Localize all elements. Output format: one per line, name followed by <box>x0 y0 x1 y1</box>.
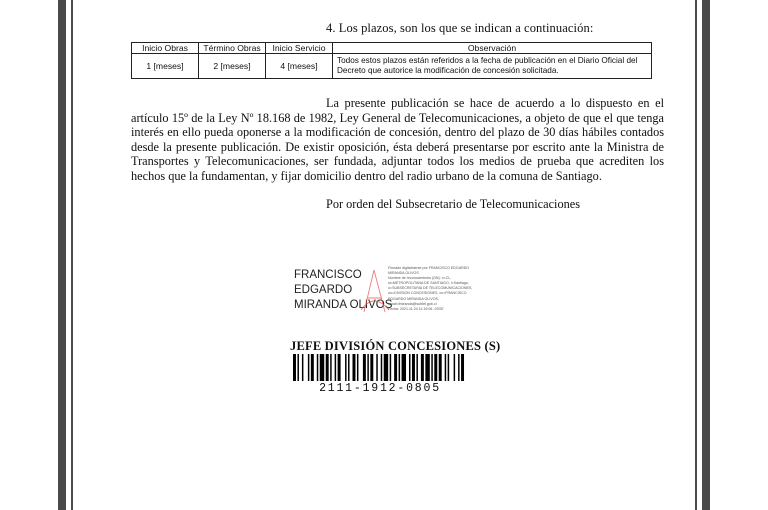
signature-detail-line: st=METROPOLITANA DE SANTIAGO, l=Santiago, <box>388 281 469 286</box>
signature-detail-line: Firmado digitalmente por FRANCISCO EDGARDO <box>388 266 470 270</box>
barcode-bar <box>390 354 391 381</box>
signer-name-line-3: MIRANDA OLIVOS <box>294 299 393 311</box>
header-termino-obras: Término Obras <box>199 43 266 54</box>
barcode-bar <box>416 354 417 381</box>
barcode-number: 2111-1912-0805 <box>319 382 441 395</box>
cell-termino-obras: 2 [meses] <box>199 54 266 79</box>
barcode-bar <box>317 354 318 381</box>
barcode-bar <box>348 354 349 381</box>
barcode-bar <box>320 354 324 381</box>
barcode-bar <box>425 354 429 381</box>
barcode-bar <box>335 354 336 381</box>
barcode-bar <box>308 354 309 381</box>
table-row <box>132 54 652 79</box>
barcode-icon <box>293 354 467 381</box>
barcode-bar <box>363 354 366 381</box>
barcode-bar <box>357 354 358 381</box>
barcode-bar <box>302 354 303 381</box>
signer-name-line-1: FRANCISCO <box>294 269 362 281</box>
header-observacion: Observación <box>333 43 652 54</box>
barcode-bar <box>367 354 368 381</box>
barcode-bar <box>376 354 377 381</box>
barcode-bar <box>461 354 464 381</box>
page-frame-inner-right <box>695 0 697 510</box>
publication-paragraph-text: La presente publicación se hace de acuerdo a lo dispuesto en el artículo 15º de la Ley Nº 18.168 de 1982, Ley General de Telecomunicaciones, a objeto de que el que tenga interés en ello pueda oponerse a la modificación de concesión, dentro del plazo de 30 días hábiles contados desde la presente publicación. De existir oposición, ésta deberá presentarse por escrito ante la Ministra de Transportes y Telecomunicaciones, ser fundada, adjuntar todos los medios de prueba que acrediten los hechos que la fundamentan, y fijar domicilio dentro del radio urbano de la comuna de Santiago. <box>131 96 664 183</box>
barcode-bar <box>297 354 298 381</box>
publication-paragraph <box>131 96 664 184</box>
barcode-bar <box>394 354 397 381</box>
barcode-bar <box>434 354 437 381</box>
cell-inicio-servicio: 4 [meses] <box>266 54 333 79</box>
barcode-bar <box>412 354 415 381</box>
barcode-bar <box>330 354 331 381</box>
barcode-bar <box>409 354 410 381</box>
barcode-bar <box>293 354 296 381</box>
plazos-table <box>131 42 652 79</box>
barcode-bar <box>402 354 406 381</box>
header-inicio-obras: Inicio Obras <box>132 43 199 54</box>
page-frame-outer-right <box>702 0 710 510</box>
signer-title: JEFE DIVISIÓN CONCESIONES (S) <box>290 339 501 353</box>
signature-detail-line: MIRANDA OLIVOS <box>388 271 419 276</box>
signature-detail-line: o=SUBSECRETARIA DE TELECOMUNICACIONES, <box>388 286 473 291</box>
barcode-bar <box>311 354 314 381</box>
barcode-bar <box>439 354 442 381</box>
page-frame-outer-left <box>58 0 66 510</box>
signer-name-line-2: EDGARDO <box>294 284 353 296</box>
signature-detail-line: Fecha: 2021.11.24 11:19:06 -03'00' <box>388 306 444 311</box>
barcode-bar <box>445 354 446 381</box>
signature-detail-line: email=fmiranda@subtel.gob.cl <box>388 301 437 306</box>
signature-detail-line: EDGARDO MIRANDA OLIVOS, <box>388 296 439 301</box>
cell-observacion: Todos estos plazos están referidos a la fecha de publicación en el Diario Oficial del Decreto que autorice la modificación de concesión solicitada. <box>333 54 652 79</box>
digital-signature-mark-icon <box>358 266 392 316</box>
digital-signature-details <box>388 266 498 312</box>
page-frame-inner-left <box>71 0 73 510</box>
barcode-bar <box>345 354 346 381</box>
section-4-heading: 4. Los plazos, son los que se indican a continuación: <box>326 21 594 35</box>
barcode-bar <box>370 354 373 381</box>
barcode-bar <box>338 354 341 381</box>
barcode-bar <box>352 354 355 381</box>
barcode-bar <box>448 354 449 381</box>
barcode-bar <box>431 354 432 381</box>
barcode-bar <box>399 354 400 381</box>
signature-detail-line: ou=DIVISION CONCESIONES, cn=FRANCISCO <box>388 291 467 296</box>
order-line: Por orden del Subsecretario de Telecomunicaciones <box>326 197 580 211</box>
header-inicio-servicio: Inicio Servicio <box>266 43 333 54</box>
cell-inicio-obras: 1 [meses] <box>132 54 199 79</box>
barcode-bar <box>458 354 459 381</box>
barcode-bar <box>454 354 455 381</box>
barcode-bar <box>326 354 329 381</box>
barcode-bar <box>381 354 382 381</box>
plazos-table-header-row <box>132 43 652 54</box>
signature-detail-line: Nombre de reconocimiento (DN): c=CL, <box>388 276 452 281</box>
barcode-bar <box>421 354 424 381</box>
barcode-bar <box>384 354 388 381</box>
